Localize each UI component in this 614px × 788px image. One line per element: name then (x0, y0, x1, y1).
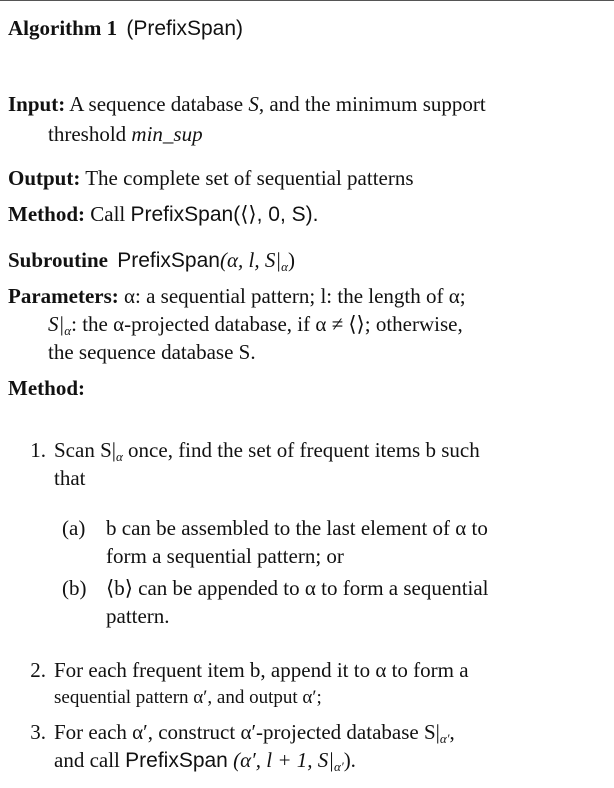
substep-a-line-1 (62, 514, 488, 542)
parameters-line1: α: a sequential pattern; l: the length of α; (124, 284, 466, 308)
step-2-line-2 (54, 684, 322, 712)
output-text: The complete set of sequential patterns (85, 166, 414, 190)
algorithm-name: (PrefixSpan) (126, 17, 244, 40)
substep-a-line1: b can be assembled to the last element of α to (106, 516, 488, 540)
parameters-line2-rest: : the α-projected database, if α ≠ ⟨⟩; otherwise, (71, 312, 463, 336)
input-var: S (248, 92, 259, 116)
subroutine-sub: α (281, 259, 288, 274)
method-label: Method: (8, 376, 85, 400)
output-line (8, 164, 414, 192)
substep-b-line1: ⟨b⟩ can be appended to α to form a sequential (106, 576, 489, 600)
step-1-pre: Scan S| (54, 438, 116, 462)
step-1-line-1 (12, 436, 480, 464)
parameters-line-3 (48, 338, 256, 366)
algorithm-header (8, 14, 243, 43)
substep-b-label: (b) (62, 576, 87, 600)
step-2-line2: sequential pattern α′, and output α′; (54, 687, 322, 708)
input-line-1 (8, 90, 486, 118)
input-text: A sequence database (69, 92, 244, 116)
step-3-call: PrefixSpan (125, 749, 228, 772)
parameters-line2-sub: α (64, 323, 72, 338)
subroutine-label: Subroutine (8, 248, 108, 272)
method-main-call: PrefixSpan(⟨⟩, 0, S). (130, 203, 319, 226)
step-3-line2-sub: α′ (334, 759, 344, 774)
substep-a-label: (a) (62, 516, 86, 540)
step-2-line1: For each frequent item b, append it to α to form a (54, 658, 469, 682)
step-1-number: 1. (30, 438, 46, 462)
subroutine-end: ) (287, 248, 295, 272)
method-line (8, 374, 85, 402)
step-3-args: (α′, l + 1, S| (227, 748, 335, 772)
substep-b-line2: pattern. (106, 604, 170, 628)
substep-b-line-1 (62, 574, 489, 602)
step-2-line-1 (12, 656, 469, 684)
subroutine-line (8, 246, 295, 275)
substep-a-line-2 (106, 542, 344, 570)
step-3-number: 3. (30, 720, 46, 744)
step-3-line-1 (12, 718, 455, 746)
step-1-line2: that (54, 466, 86, 490)
parameters-line-2 (48, 310, 463, 338)
input-threshold-text: threshold (48, 122, 127, 146)
step-2-number: 2. (30, 658, 46, 682)
algorithm-label: Algorithm 1 (8, 16, 118, 40)
parameters-label: Parameters: (8, 284, 119, 308)
substep-b-line-2 (106, 602, 170, 630)
step-3-pre: For each α′, construct α′-projected database S| (54, 720, 440, 744)
input-rest: , and the minimum support (258, 92, 486, 116)
step-3-line-2 (54, 746, 356, 775)
subroutine-name: PrefixSpan (117, 249, 220, 272)
step-1-rest: once, find the set of frequent items b such (122, 438, 480, 462)
step-1-line-2 (54, 464, 86, 492)
step-1-sub: α (115, 449, 123, 464)
input-line-2 (48, 120, 203, 148)
input-threshold-var: min_sup (131, 122, 203, 146)
parameters-line-1 (8, 282, 602, 310)
step-3-line2-pre: and call (54, 748, 126, 772)
output-label: Output: (8, 166, 81, 190)
step-3-sub: α′ (439, 731, 450, 746)
parameters-line3: the sequence database S. (48, 340, 256, 364)
subroutine-args: (α, l, S| (219, 248, 282, 272)
parameters-line2-pre: S| (48, 312, 65, 336)
method-main-label: Method: (8, 202, 85, 226)
substep-a-line2: form a sequential pattern; or (106, 544, 344, 568)
top-rule (0, 0, 614, 1)
step-3-line2-end: ). (343, 748, 356, 772)
method-main-text: Call (90, 202, 126, 226)
step-3-end: , (449, 720, 455, 744)
input-label: Input: (8, 92, 66, 116)
method-main-line (8, 200, 318, 229)
